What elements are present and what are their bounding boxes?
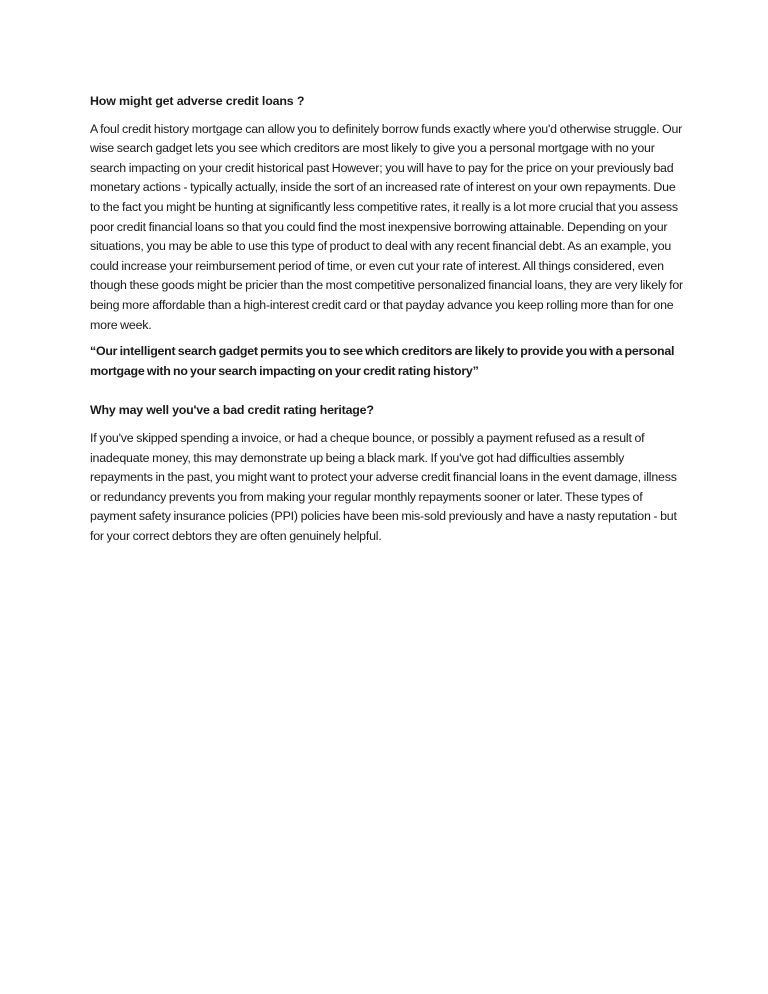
section-heading-bad-credit-heritage: Why may well you've a bad credit rating heritage? — [90, 403, 374, 418]
body-paragraph-credit-heritage: If you've skipped spending a invoice, or had a cheque bounce, or possibly a payment refused as a result of inadequate money, this may demonstrate up being a black mark. If you've got had difficulties assembly repayments in the past, you might want to protect your adverse credit financial loans in the event damage, illness or redundancy prevents you from making your regular monthly repayments sooner or later. These types of payment safety insurance policies (PPI) policies have been mis-sold previously and have a nasty reputation - but for your correct debtors they are often genuinely helpful. — [90, 430, 677, 543]
section-heading-adverse-credit-loans: How might get adverse credit loans ? — [90, 94, 305, 108]
body-paragraph-bad-credit-mortgage: A foul credit history mortgage can allow you to definitely borrow funds exactly where you'd otherwise struggle. Our wise search gadget lets you see which creditors are most likely to give you a personal mortgage with no your search impacting on your credit historical past However; you will have to pay for the price on your previously bad monetary actions - typically actually, inside the sort of an increased rate of interest on your own repayments. Due to the fact you might be hunting at significantly less competitive rates, it really is a lot more crucial that you assess poor credit financial loans so that you could find the most inexpensive borrowing attainable. Depending on your situations, you may be able to use this type of product to deal with any recent financial debt. As an example, you could increase your reimbursement period of time, or even cut your rate of interest. All things considered, even though these goods might be pricier than the most competitive personalized financial loans, they are very likely for being more affordable than a high-interest credit card or that payday advance you keep rolling more than for one more week. — [90, 121, 683, 332]
pull-quote: “Our intelligent search gadget permits you to see which creditors are likely to provide you with a personal mortgage with no your search impacting on your credit rating history” — [90, 344, 675, 378]
document-page — [90, 92, 686, 553]
